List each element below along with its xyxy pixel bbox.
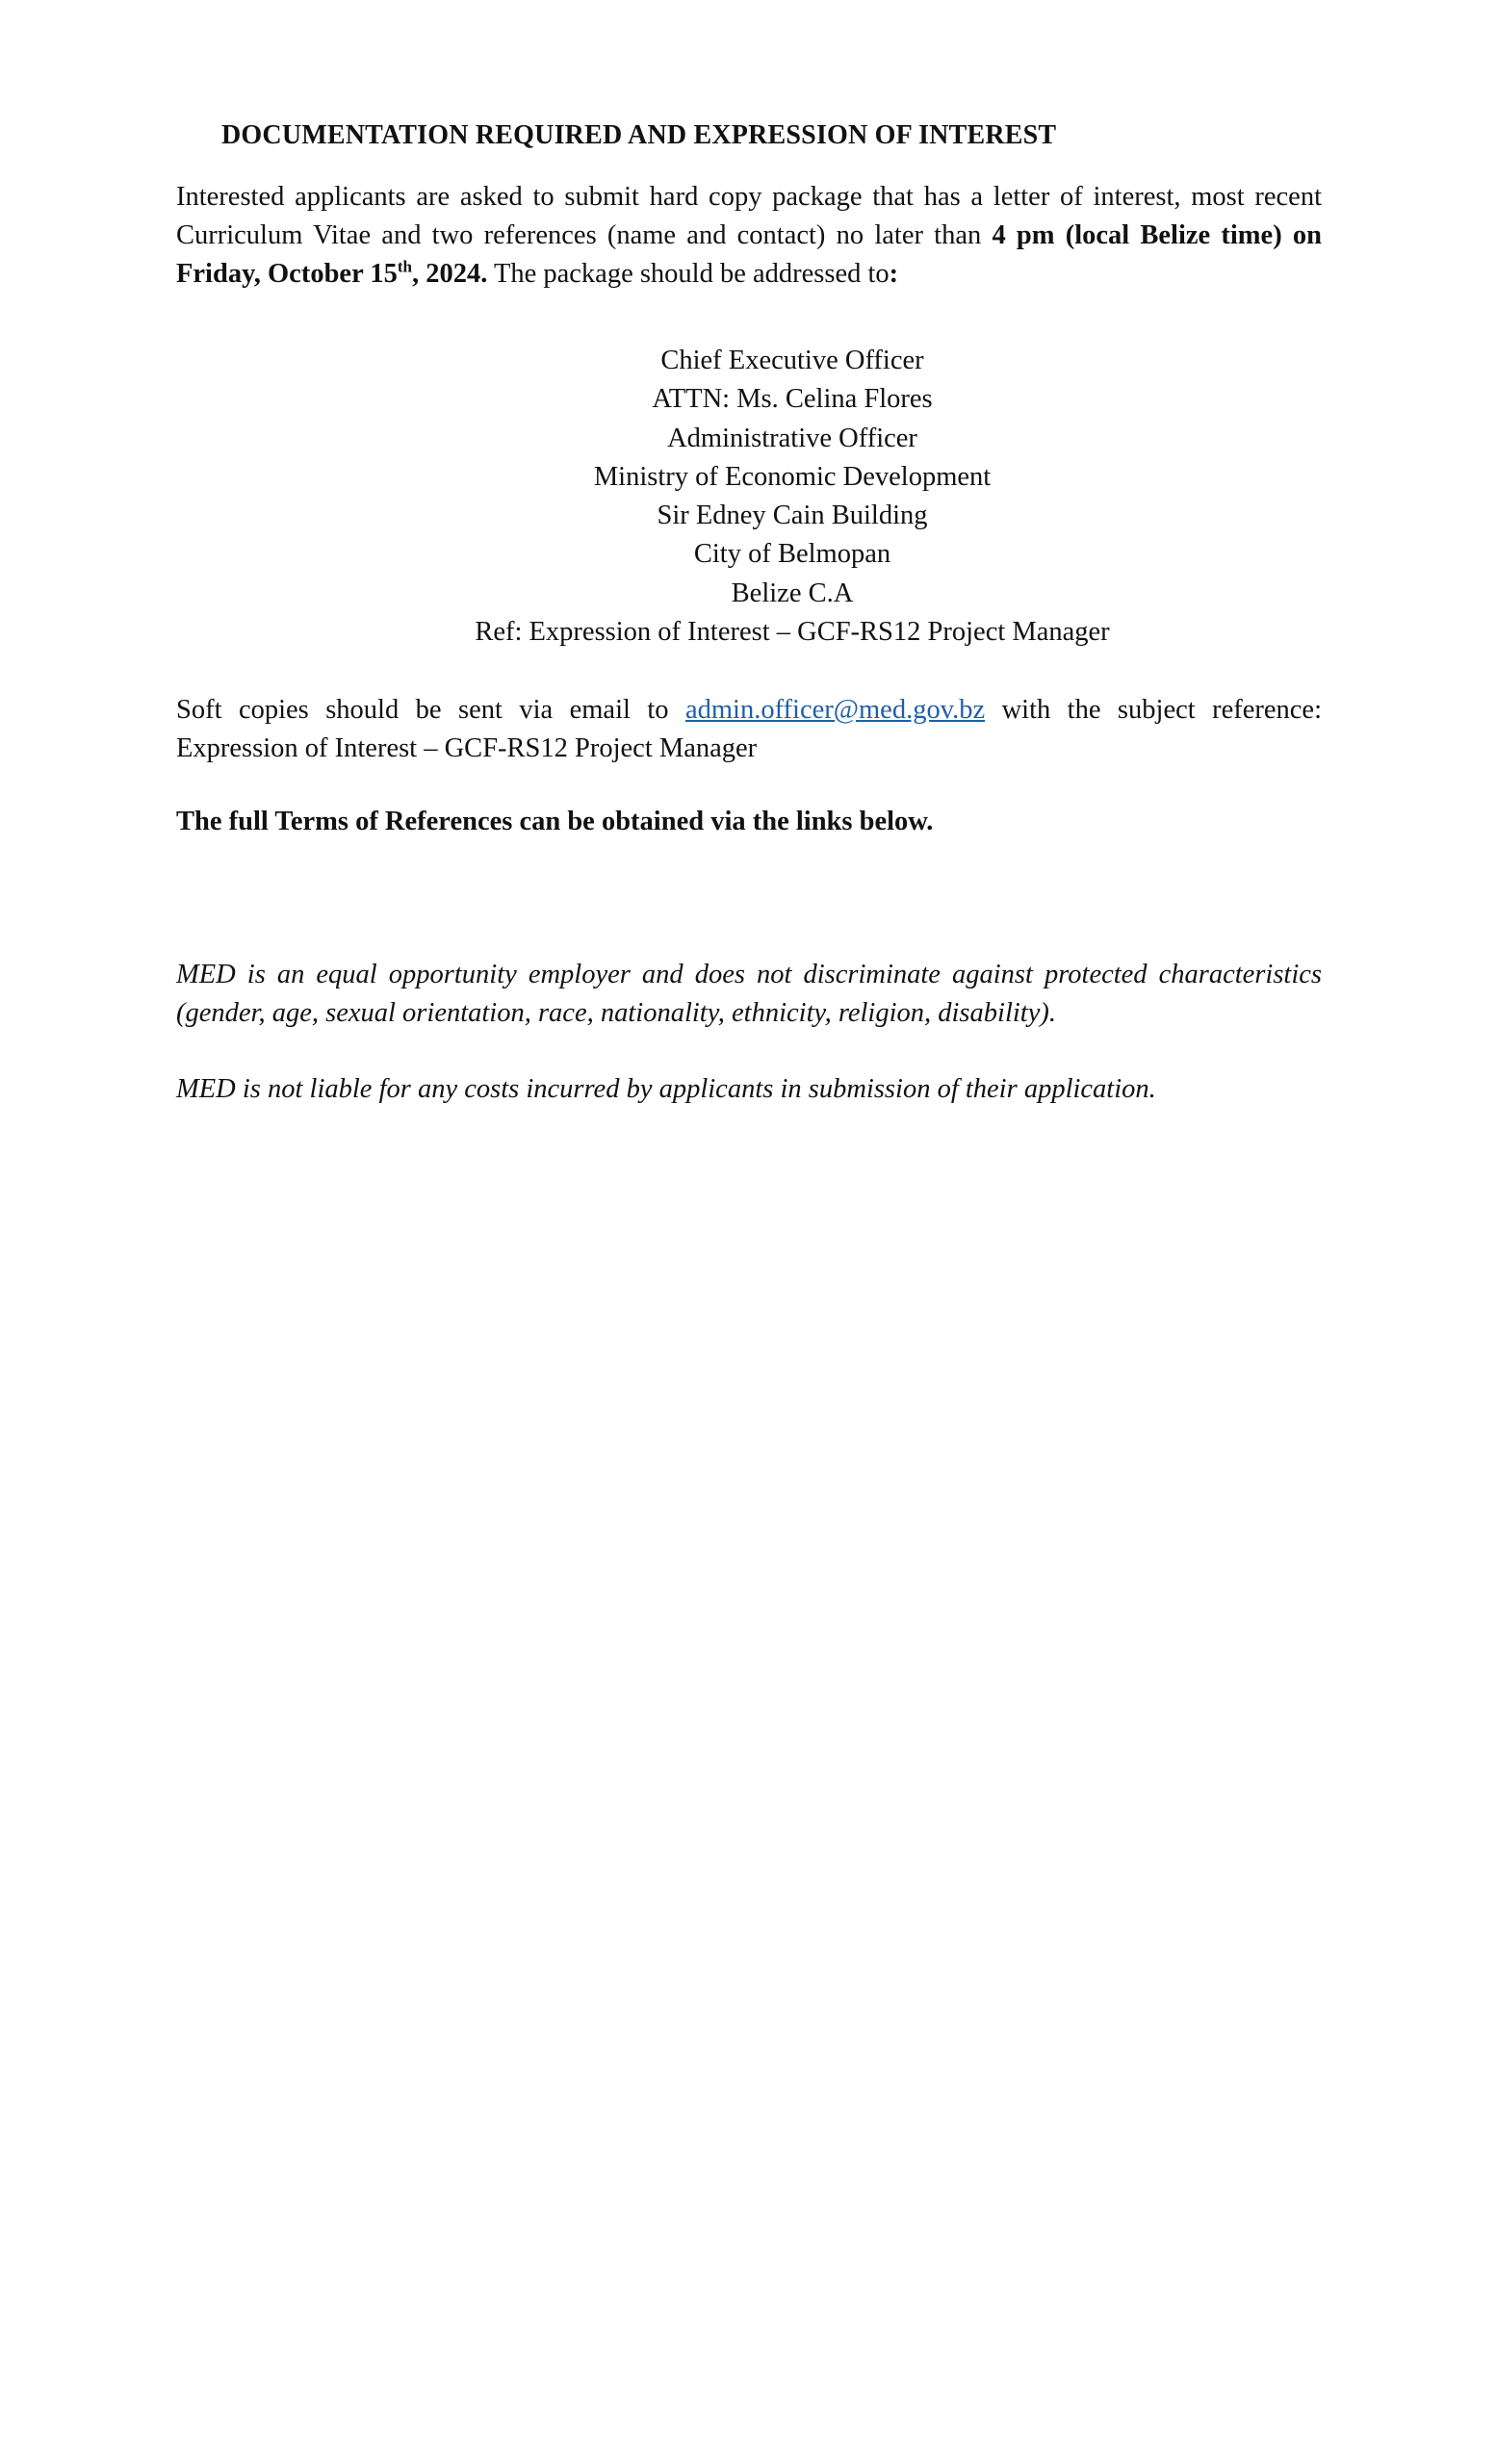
- email-link[interactable]: admin.officer@med.gov.bz: [684, 695, 986, 725]
- terms-of-reference-note: The full Terms of References can be obtained via the links below.: [176, 807, 934, 836]
- deadline-year: , 2024.: [411, 259, 488, 289]
- instructions-text: Interested applicants are asked to submit hard copy package that has a letter of interest, most recent Curriculum Vitae and two references (name and contact) no later than: [176, 182, 1322, 250]
- address-line-attention: ATTN: Ms. Celina Flores: [652, 384, 933, 415]
- mailing-address-block: [176, 342, 1408, 652]
- liability-disclaimer: MED is not liable for any costs incurred by applicants in submission of their application.: [176, 1074, 1156, 1104]
- ordinal-suffix: th: [397, 257, 412, 276]
- subject-reference-text: with the subject reference: Expression of Interest – GCF-RS12 Project Manager: [176, 695, 1322, 763]
- address-line-building: Sir Edney Cain Building: [657, 500, 928, 531]
- address-line-reference: Ref: Expression of Interest – GCF-RS12 Project Manager: [475, 617, 1110, 648]
- soft-copy-paragraph: [176, 691, 1322, 768]
- address-line-title: Administrative Officer: [667, 423, 917, 453]
- address-line-city: City of Belmopan: [693, 539, 891, 570]
- section-heading: DOCUMENTATION REQUIRED AND EXPRESSION OF INTEREST: [221, 120, 1057, 150]
- deadline-date: 4 pm (local Belize time) on Friday, October 15: [176, 220, 1322, 289]
- address-line-recipient: Chief Executive Officer: [660, 346, 924, 375]
- submission-instructions-paragraph: [176, 178, 1322, 294]
- soft-copy-text: Soft copies should be sent via email to: [176, 695, 685, 725]
- address-line-country: Belize C.A: [731, 578, 854, 608]
- addressed-to-colon: :: [889, 259, 899, 289]
- addressed-to-text: The package should be addressed to: [487, 259, 890, 289]
- equal-opportunity-statement: MED is an equal opportunity employer and does not discriminate against protected characteristics (gender, age, sexual orientation, race, nationality, ethnicity, religion, disability).: [176, 960, 1322, 1028]
- address-line-ministry: Ministry of Economic Development: [593, 461, 992, 492]
